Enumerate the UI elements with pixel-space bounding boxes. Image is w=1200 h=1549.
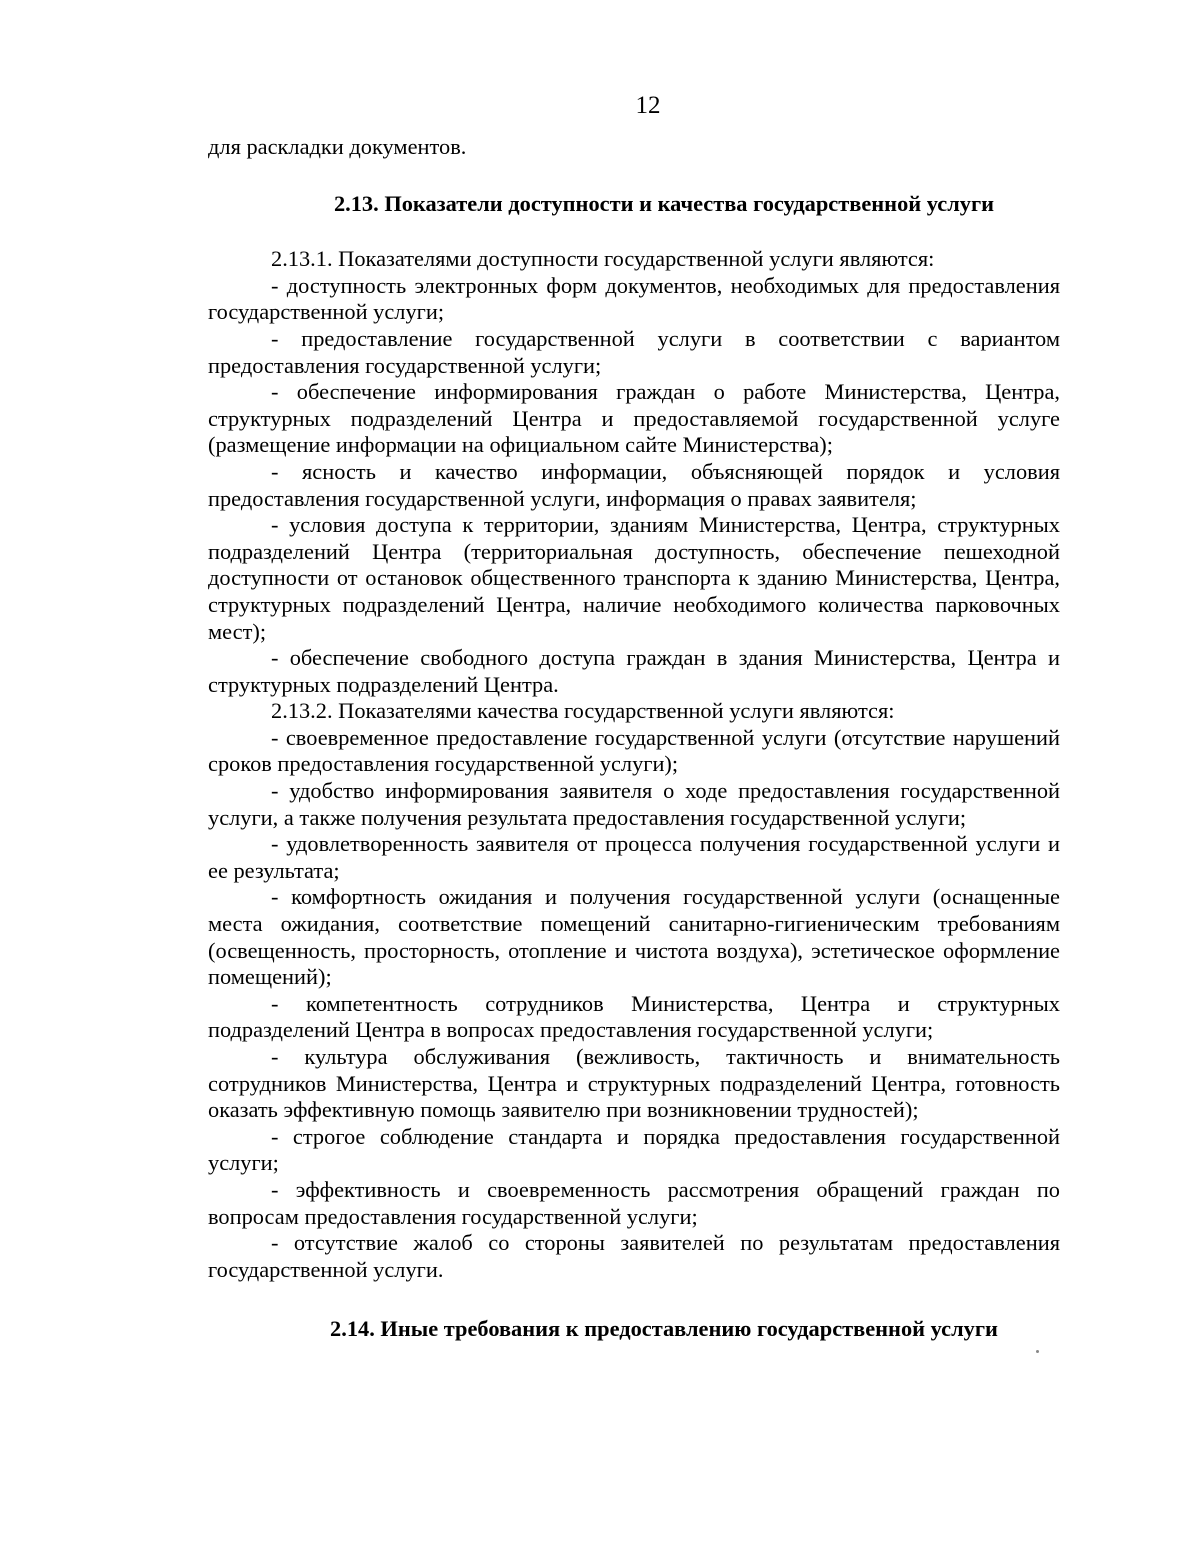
list-item-2-13-2: - отсутствие жалоб со стороны заявителей по результатам предоставления государственной услуги. bbox=[208, 1230, 1060, 1282]
list-item-2-13-1: - обеспечение свободного доступа граждан в здания Министерства, Центра и структурных подразделений Центра. bbox=[208, 645, 1060, 697]
list-item-2-13-2: - эффективность и своевременность рассмотрения обращений граждан по вопросам предоставления государственной услуги; bbox=[208, 1176, 1060, 1229]
paragraph-2-13-2-intro: 2.13.2. Показателями качества государственной услуги являются: bbox=[271, 698, 895, 724]
list-item-2-13-2: - комфортность ожидания и получения государственной услуги (оснащенные места ожидания, соответствие помещений санитарно-гигиеническим требованиям (освещенность, просторность, отопление и чистота воздуха), эстетическое оформление помещений); bbox=[208, 884, 1060, 990]
list-item-2-13-1: - доступность электронных форм документов, необходимых для предоставления государственной услуги; bbox=[208, 272, 1060, 325]
list-item-2-13-2: - компетентность сотрудников Министерства, Центра и структурных подразделений Центра в вопросах предоставления государственной услуги; bbox=[208, 990, 1060, 1043]
document-body bbox=[208, 134, 1060, 1343]
list-item-2-13-2: - культура обслуживания (вежливость, тактичность и внимательность сотрудников Министерства, Центра и структурных подразделений Центра, готовность оказать эффективную помощь заявителю при возникновении трудностей); bbox=[208, 1044, 1060, 1123]
list-item-2-13-1: - предоставление государственной услуги в соответствии с вариантом предоставления государственной услуги; bbox=[208, 325, 1060, 378]
list-item-2-13-1: - ясность и качество информации, объясняющей порядок и условия предоставления государственной услуги, информация о правах заявителя; bbox=[208, 458, 1060, 511]
list-item-2-13-2: - удовлетворенность заявителя от процесса получения государственной услуги и ее результата; bbox=[208, 831, 1060, 883]
list-item-2-13-2: - удобство информирования заявителя о ходе предоставления государственной услуги, а также получения результата предоставления государственной услуги; bbox=[208, 778, 1060, 830]
list-item-2-13-1: - условия доступа к территории, зданиям Министерства, Центра, структурных подразделений Центра (территориальная доступность, обеспечение пешеходной доступности от остановок общественного транспорта к зданию Министерства, Центра, структурных подразделений Центра, наличие необходимого количества парковочных мест); bbox=[208, 512, 1060, 644]
page-number: 12 bbox=[635, 92, 661, 119]
scan-speck bbox=[1036, 1350, 1039, 1353]
list-item-2-13-2: - строгое соблюдение стандарта и порядка предоставления государственной услуги; bbox=[208, 1123, 1060, 1176]
section-heading-2-14: 2.14. Иные требования к предоставлению государственной услуги bbox=[330, 1316, 998, 1342]
list-item-2-13-2: - своевременное предоставление государственной услуги (отсутствие нарушений сроков предоставления государственной услуги); bbox=[208, 724, 1060, 777]
section-heading-2-13: 2.13. Показатели доступности и качества государственной услуги bbox=[333, 190, 995, 216]
lead-paragraph: для раскладки документов. bbox=[208, 134, 467, 159]
paragraph-2-13-1-intro: 2.13.1. Показателями доступности государственной услуги являются: bbox=[271, 246, 935, 272]
list-item-2-13-1: - обеспечение информирования граждан о работе Министерства, Центра, структурных подразделений Центра и предоставляемой государственной услуге (размещение информации на официальном сайте Министерства); bbox=[208, 379, 1060, 458]
